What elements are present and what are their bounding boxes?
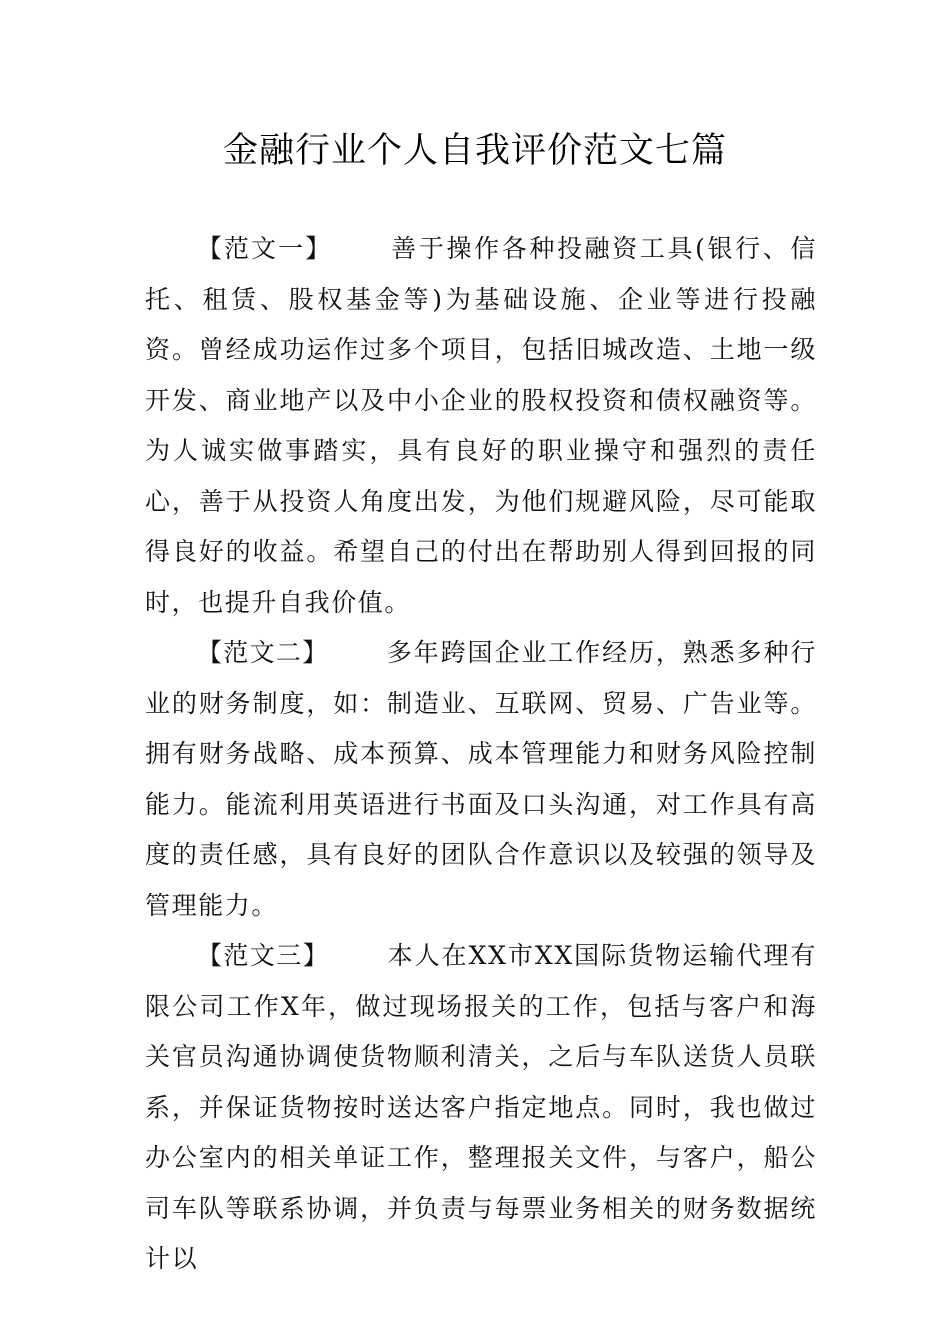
document-title: 金融行业个人自我评价范文七篇	[222, 131, 727, 171]
paragraph-2-label: 【范文二】	[197, 638, 329, 667]
paragraph-2	[145, 628, 817, 931]
paragraph-1	[145, 224, 817, 628]
paragraph-1-label: 【范文一】	[197, 234, 333, 263]
paragraph-1-text: 善于操作各种投融资工具(银行、信托、租赁、股权基金等)为基础设施、企业等进行投融资。曾经成功运作过多个项目，包括旧城改造、土地一级开发、商业地产以及中小企业的股权投资和债权融资等。为人诚实做事踏实，具有良好的职业操守和强烈的责任心，善于从投资人角度出发，为他们规避风险，尽可能取得良好的收益。希望自己的付出在帮助别人得到回报的同时，也提升自我价值。	[145, 234, 817, 617]
paragraph-3-text: 本人在XX市XX国际货物运输代理有限公司工作X年，做过现场报关的工作，包括与客户和海关官员沟通协调使货物顺利清关，之后与车队送货人员联系，并保证货物按时送达客户指定地点。同时，我也做过办公室内的相关单证工作，整理报关文件，与客户，船公司车队等联系协调，并负责与每票业务相关的财务数据统计以	[145, 941, 817, 1273]
paragraph-3	[145, 931, 817, 1285]
document-body	[145, 224, 817, 1285]
paragraph-2-text: 多年跨国企业工作经历，熟悉多种行业的财务制度，如：制造业、互联网、贸易、广告业等。拥有财务战略、成本预算、成本管理能力和财务风险控制能力。能流利用英语进行书面及口头沟通，对工作具有高度的责任感，具有良好的团队合作意识以及较强的领导及管理能力。	[145, 638, 817, 920]
paragraph-3-label: 【范文三】	[197, 941, 330, 970]
